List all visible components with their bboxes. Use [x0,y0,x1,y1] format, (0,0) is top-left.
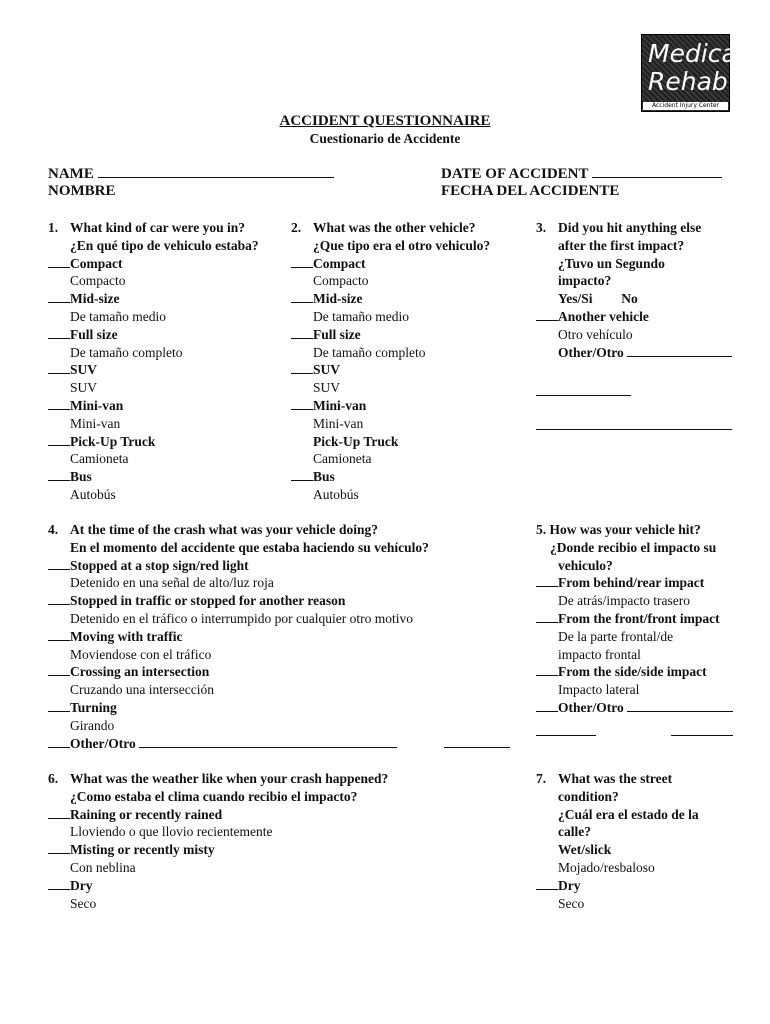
q4-text-en: At the time of the crash what was your vehicle doing? [70,522,378,537]
q2-option-compact[interactable]: Compact [291,255,531,273]
logo-word-2: Rehab [648,67,728,96]
q4-text-es: En el momento del accidente que estaba haciendo su vehículo? [70,539,429,555]
q4-other-line[interactable] [139,747,397,748]
checkbox-blank[interactable] [48,699,70,712]
q5-number: 5. [536,522,547,537]
q4-option-es: Moviendose con el tráfico [70,646,212,662]
q2-number: 2. [291,220,302,235]
q3-other-field[interactable]: Other/Otro [536,344,751,362]
question-7 [536,770,751,912]
q6-option-raining[interactable]: Raining or recently rained [48,806,468,824]
question-5 [536,521,761,741]
q2-option-es: De tamaño completo [313,344,426,360]
name-input-line[interactable] [98,177,334,178]
q5-option-side[interactable]: From the side/side impact [536,663,761,681]
q3-yes-no[interactable] [536,290,751,308]
q6-option-es: Con neblina [70,859,136,875]
checkbox-blank[interactable] [48,592,70,605]
q7-text-es-2: calle? [558,824,591,840]
q1-option-minivan[interactable]: Mini-van [48,397,288,415]
q4-option-moving[interactable]: Moving with traffic [48,628,518,646]
q2-option-pickup[interactable]: Pick-Up Truck [313,433,399,449]
checkbox-blank[interactable] [291,290,313,303]
checkbox-blank[interactable] [48,468,70,481]
q5-option-es: De la parte frontal/de [558,628,674,644]
q7-text-en-2: condition? [558,788,619,804]
checkbox-blank[interactable] [48,735,70,748]
checkbox-blank[interactable] [48,557,70,570]
checkbox-blank[interactable] [536,663,558,676]
q4-option-es: Cruzando una intersección [70,682,214,698]
question-1 [48,219,288,504]
date-input-line[interactable] [592,177,722,178]
q3-number: 3. [536,220,547,235]
q2-option-es: Camioneta [313,451,372,467]
q2-option-suv[interactable]: SUV [291,361,531,379]
checkbox-blank[interactable] [48,255,70,268]
q7-option-es: Seco [558,895,585,911]
q1-option-es: Mini-van [70,415,121,431]
q2-option-midsize[interactable]: Mid-size [291,290,531,308]
q2-option-fullsize[interactable]: Full size [291,326,531,344]
checkbox-blank[interactable] [291,468,313,481]
checkbox-blank[interactable] [291,397,313,410]
question-4 [48,521,518,752]
question-6 [48,770,468,912]
logo-tagline: Accident Injury Center [643,102,728,110]
checkbox-blank[interactable] [48,433,70,446]
checkbox-blank[interactable] [291,326,313,339]
checkbox-blank[interactable] [48,663,70,676]
q1-number: 1. [48,220,59,235]
checkbox-blank[interactable] [48,361,70,374]
q2-option-es: Autobús [313,486,359,502]
q2-option-es: Compacto [313,273,369,289]
checkbox-blank[interactable] [291,361,313,374]
medical-rehab-logo [641,34,744,112]
q5-text-en: 5. How was your vehicle hit? [536,522,701,537]
checkbox-blank[interactable] [536,610,558,623]
checkbox-blank[interactable] [48,877,70,890]
q1-option-bus[interactable]: Bus [48,468,288,486]
checkbox-blank[interactable] [291,255,313,268]
q1-text-es: ¿En qué tipo de vehiculo estaba? [70,237,259,253]
q6-number: 6. [48,771,59,786]
name-label: NAME [48,166,94,182]
name-field[interactable] [48,165,334,183]
q7-option-wet[interactable]: Wet/slick [558,842,612,858]
q4-option-crossing[interactable]: Crossing an intersection [48,663,518,681]
q4-option-es: Detenido en una señal de alto/luz roja [70,575,274,591]
q4-option-turning[interactable]: Turning [48,699,518,717]
q7-option-es: Mojado/resbaloso [558,859,655,875]
q4-option-other[interactable]: Other/Otro [48,735,518,753]
question-3 [536,219,751,435]
q1-option-es: De tamaño medio [70,308,166,324]
q2-text-es: ¿Que tipo era el otro vehiculo? [313,237,491,253]
date-label-es: FECHA DEL ACCIDENTE [441,183,620,199]
q3-blank-line-2[interactable] [536,417,751,435]
q2-option-es: Mini-van [313,415,364,431]
q2-option-es: De tamaño medio [313,308,409,324]
q5-option-rear[interactable]: From behind/rear impact [536,574,761,592]
q5-text-es-1: ¿Donde recibio el impacto su [550,539,717,555]
q3-text-es-2: impacto? [558,273,612,289]
checkbox-blank[interactable] [48,628,70,641]
q5-option-front[interactable]: From the front/front impact [536,610,761,628]
q2-option-bus[interactable]: Bus [291,468,531,486]
checkbox-blank[interactable] [536,574,558,587]
q1-option-es: Autobús [70,486,116,502]
q4-option-stopped-traffic[interactable]: Stopped in traffic or stopped for another reason [48,592,518,610]
q1-option-pickup[interactable]: Pick-Up Truck [48,433,288,451]
q6-option-es: Seco [70,895,97,911]
q3-text-en-1: Did you hit anything else [558,220,702,235]
checkbox-blank[interactable] [536,877,558,890]
q1-option-fullsize[interactable]: Full size [48,326,288,344]
page-title: ACCIDENT QUESTIONNAIRE [279,113,491,129]
q6-option-dry[interactable]: Dry [48,877,468,895]
q1-option-compact[interactable]: Compact [48,255,288,273]
q4-option-stopped-sign[interactable]: Stopped at a stop sign/red light [48,557,518,575]
checkbox-blank[interactable] [48,326,70,339]
q1-option-midsize[interactable]: Mid-size [48,290,288,308]
q4-option-es: Detenido en el tráfico o interrumpido por cualquier otro motivo [70,610,414,626]
q1-option-es: SUV [70,380,98,396]
q7-text-es-1: ¿Cuál era el estado de la [558,806,699,822]
q2-option-es: SUV [313,380,341,396]
checkbox-blank[interactable] [48,290,70,303]
q5-text-es-2: vehiculo? [558,557,613,573]
checkbox-blank[interactable] [48,841,70,854]
q3-no[interactable]: No [621,291,638,307]
logo-word-1: Medical [648,39,744,68]
q3-option-es: Otro vehículo [558,326,633,342]
date-label: DATE OF ACCIDENT [441,166,589,182]
q6-text-en: What was the weather like when your crash happened? [70,771,389,786]
q1-option-es: De tamaño completo [70,344,183,360]
q4-number: 4. [48,522,59,537]
name-label-es: NOMBRE [48,183,116,199]
q4-option-es: Girando [70,717,115,733]
q5-option-other[interactable]: Other/Otro [536,699,761,717]
q3-option-another-vehicle[interactable]: Another vehicle [536,308,751,326]
q5-blank-lines[interactable] [536,723,761,741]
q2-option-minivan[interactable]: Mini-van [291,397,531,415]
q1-option-suv[interactable]: SUV [48,361,288,379]
q7-number: 7. [536,771,547,786]
q3-text-en-2: after the first impact? [558,237,685,253]
q1-text-en: What kind of car were you in? [70,220,246,235]
q4-other-line-2[interactable] [444,747,510,748]
q3-other-line[interactable] [627,356,732,357]
q5-option-es: impacto frontal [558,646,641,662]
q1-option-es: Compacto [70,273,126,289]
q1-option-es: Camioneta [70,451,129,467]
q5-option-es: De atrás/impacto trasero [558,593,690,609]
q2-text-en: What was the other vehicle? [313,220,476,235]
checkbox-blank[interactable] [536,308,558,321]
checkbox-blank[interactable] [48,806,70,819]
q7-option-dry[interactable]: Dry [536,877,751,895]
q3-text-es-1: ¿Tuvo un Segundo [558,255,665,271]
q3-blank-line-1[interactable] [536,383,751,401]
q5-option-es: Impacto lateral [558,682,640,698]
page-subtitle: Cuestionario de Accidente [309,131,461,146]
question-2 [291,219,531,504]
q6-text-es: ¿Como estaba el clima cuando recibio el impacto? [70,788,358,804]
date-field[interactable] [441,165,722,183]
q6-option-misting[interactable]: Misting or recently misty [48,841,468,859]
q7-text-en-1: What was the street [558,771,673,786]
q6-option-es: Lloviendo o que llovio recientemente [70,824,273,840]
checkbox-blank[interactable] [536,699,558,712]
q5-other-line[interactable] [627,711,733,712]
q3-yes[interactable]: Yes/Si [558,291,593,307]
checkbox-blank[interactable] [48,397,70,410]
